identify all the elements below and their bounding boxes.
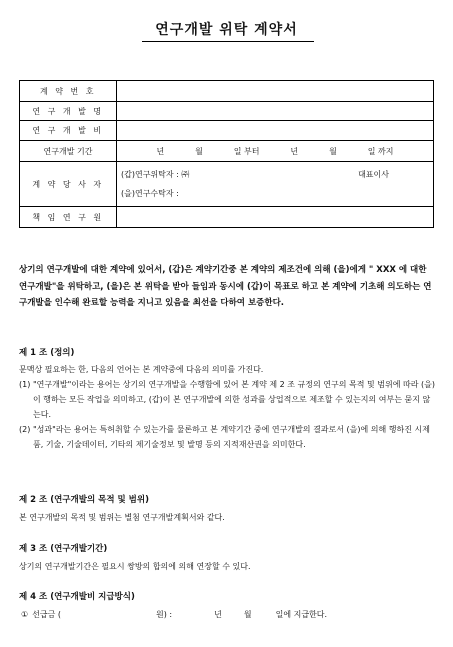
article-2 xyxy=(19,494,437,525)
item-number: (2) xyxy=(19,425,31,434)
row-period xyxy=(20,141,434,162)
payment-amount-unit: 원) : xyxy=(156,610,173,619)
payment-advance-label: 선급금 ( xyxy=(32,610,62,619)
researcher-label: 책 임 연 구 원 xyxy=(20,207,117,228)
title-underline xyxy=(142,41,314,42)
article-2-heading: 제 2 조 (연구개발의 목적 및 범위) xyxy=(19,495,149,505)
project-name-value[interactable] xyxy=(117,102,434,121)
period-start-year: 년 xyxy=(156,146,165,156)
payment-item-number: ① xyxy=(21,610,29,619)
article-4 xyxy=(19,591,437,622)
cost-label: 연 구 개 발 비 xyxy=(20,121,117,141)
party-a-representative: 대표이사 xyxy=(358,170,389,179)
parties-label: 계 약 당 사 자 xyxy=(20,162,117,207)
payment-day: 일에 지급한다. xyxy=(275,610,328,619)
period-end-year: 년 xyxy=(290,146,299,156)
article-1-heading: 제 1 조 (정의) xyxy=(19,348,75,358)
article-4-heading: 제 4 조 (연구개발비 지급방식) xyxy=(19,592,135,602)
article-3 xyxy=(19,543,437,574)
article-1-intro: 문맥상 필요하는 한, 다음의 언어는 본 계약중에 다음의 의미를 가진다. xyxy=(19,365,264,374)
article-3-text: 상기의 연구개발기간은 필요시 쌍방의 합의에 의해 연장할 수 있다. xyxy=(19,562,251,571)
payment-line xyxy=(19,607,437,622)
article-3-heading: 제 3 조 (연구개발기간) xyxy=(19,544,108,554)
parties-value[interactable] xyxy=(117,162,434,207)
period-end-day: 일 까지 xyxy=(367,146,394,156)
row-project-name xyxy=(20,102,434,121)
article-1 xyxy=(19,347,437,452)
payment-month: 월 xyxy=(243,610,252,619)
item-text: "연구개발"이라는 용어는 상기의 연구개발을 수행함에 있어 본 계약 제 2 조 규정의 연구의 목적 및 범위에 따라 (을)이 행하는 모든 작업을 의미하고, (갑)이 본 연구개발에 의한 성과를 상업적으로 제조할 수 있는지의 여부는 묻지 않는다. xyxy=(33,380,435,419)
document-title: 연구개발 위탁 계약서 xyxy=(155,22,298,38)
item-number: (1) xyxy=(19,380,31,389)
row-researcher xyxy=(20,207,434,228)
period-end-month: 월 xyxy=(329,146,337,156)
article-1-item xyxy=(19,422,437,452)
contract-no-value[interactable] xyxy=(117,81,434,102)
party-b: (을)연구수탁자 : xyxy=(121,189,179,198)
party-a: (갑)연구위탁자 : ㈜ xyxy=(121,170,190,179)
article-2-text: 본 연구개발의 목적 및 범위는 별첨 연구개발계획서와 같다. xyxy=(19,513,225,522)
row-parties xyxy=(20,162,434,207)
period-start-month: 월 xyxy=(195,146,203,156)
preamble: 상기의 연구개발에 대한 계약에 있어서, (갑)은 계약기간중 본 계약의 제조건에 의해 (을)에게 " XXX 에 대한 연구개발"을 위탁하고, (을)은 본 위탁을 받아 들임과 동시에 (갑)이 목표로 하고 본 계약에 기초해 의도하는 연구개발을 인수해 완료할 능력을 지니고 있음을 최선을 다하여 보증한다. xyxy=(19,265,432,308)
period-start-day: 일 부터 xyxy=(233,146,260,156)
item-text: "성과"라는 용어는 특허취할 수 있는가를 물론하고 본 계약기간 중에 연구개발의 결과로서 (을)에 의해 행하진 시제품, 기술, 기술데이터, 기타의 제기술정보 및 발명 등의 지적재산권을 의미한다. xyxy=(33,425,430,449)
cost-value[interactable] xyxy=(117,121,434,141)
researcher-value[interactable] xyxy=(117,207,434,228)
article-1-item xyxy=(19,377,437,422)
contract-no-label: 계 약 번 호 xyxy=(20,81,117,102)
contract-info-table xyxy=(19,80,434,228)
row-contract-no xyxy=(20,81,434,102)
period-label: 연구개발 기간 xyxy=(20,141,117,162)
row-cost xyxy=(20,121,434,141)
payment-year: 년 xyxy=(214,610,222,619)
period-value[interactable] xyxy=(117,141,434,162)
project-name-label: 연 구 개 발 명 xyxy=(20,102,117,121)
